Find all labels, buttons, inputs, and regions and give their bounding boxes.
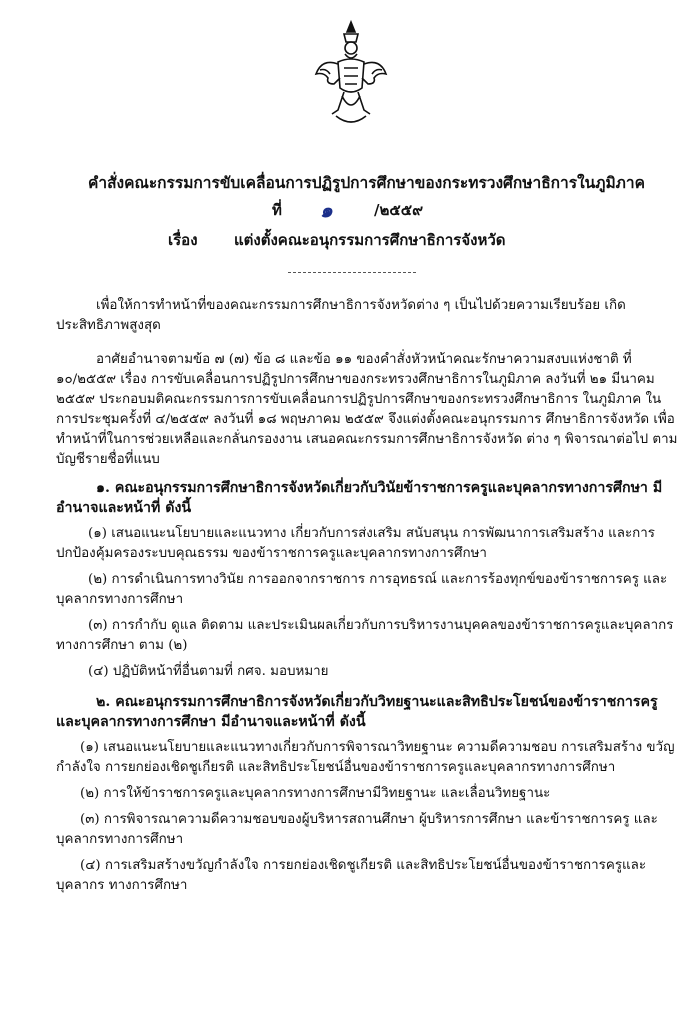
paragraph-purpose: เพื่อให้การทำหน้าที่ของคณะกรรมการศึกษาธิการจังหวัดต่าง ๆ เป็นไปด้วยความเรียบร้อย เกิดประสิทธิภาพสูงสุด xyxy=(56,298,626,333)
document-body xyxy=(56,296,682,896)
order-number-year: /๒๕๕๙ xyxy=(374,201,424,219)
subject-label: เรื่อง xyxy=(168,231,198,249)
paragraph-authority: อาศัยอำนาจตามข้อ ๗ (๗) ข้อ ๘ และข้อ ๑๑ ของคำสั่งหัวหน้าคณะรักษาความสงบแห่งชาติ ที่ ๑๐/๒๕๕๙ เรื่อง การขับเคลื่อนการปฏิรูปการศึกษาของกระทรวงศึกษาธิการในภูมิภาค ลงวันที่ ๒๑ มีนาคม ๒๕๕๙ ประกอบมติคณะกรรมการการขับเคลื่อนการปฏิรูปการศึกษาของกระทรวงศึกษาธิการ ในภูมิภาค ในการประชุมครั้งที่ ๔/๒๕๕๙ ลงวันที่ ๑๘ พฤษภาคม ๒๕๕๙ จึงแต่งตั้งคณะอนุกรรมการ ศึกษาธิการจังหวัด เพื่อทำหน้าที่ในการช่วยเหลือและกลั่นกรองงาน เสนอคณะกรรมการศึกษาธิการจังหวัด ต่าง ๆ พิจารณาต่อไป ตามบัญชีรายชื่อที่แนบ xyxy=(56,352,678,467)
section-2-heading: ๒. คณะอนุกรรมการศึกษาธิการจังหวัดเกี่ยวกับวิทยฐานะและสิทธิประโยชน์ของข้าราชการครู และบุคลากรทางการศึกษา มีอำนาจและหน้าที่ ดังนี้ xyxy=(56,694,658,730)
section-2-item-1: (๑) เสนอแนะนโยบายและแนวทางเกี่ยวกับการพิจารณาวิทยฐานะ ความดีความชอบ การเสริมสร้าง ขวัญกำลังใจ การยกย่องเชิดชูเกียรติ และสิทธิประโยชน์อื่นของข้าราชการครูและบุคลากรทางการศึกษา xyxy=(56,740,675,775)
section-2-item-3: (๓) การพิจารณาความดีความชอบของผู้บริหารสถานศึกษา ผู้บริหารการศึกษา และข้าราชการครู และบุคลากรทางการศึกษา xyxy=(56,812,658,847)
section-1-item-4: (๔) ปฏิบัติหน้าที่อื่นตามที่ กศจ. มอบหมาย xyxy=(88,664,329,679)
order-title: คำสั่งคณะกรรมการขับเคลื่อนการปฏิรูปการศึกษาของกระทรวงศึกษาธิการในภูมิภาค xyxy=(88,173,645,192)
subject-text: แต่งตั้งคณะอนุกรรมการศึกษาธิการจังหวัด xyxy=(234,231,506,249)
section-1-item-3: (๓) การกำกับ ดูแล ติดตาม และประเมินผลเกี่ยวกับการบริหารงานบุคคลของข้าราชการครูและบุคลากร ทางการศึกษา ตาม (๒) xyxy=(56,618,674,653)
header-divider xyxy=(288,272,416,273)
section-1-item-2: (๒) การดำเนินการทางวินัย การออกจากราชการ การอุทธรณ์ และการร้องทุกข์ของข้าราชการครู และบุคลากรทางการศึกษา xyxy=(56,572,668,607)
garuda-emblem-icon xyxy=(314,18,388,130)
order-number-label: ที่ xyxy=(272,201,282,219)
order-number-handwritten: ๑ xyxy=(320,198,333,222)
section-2-item-2: (๒) การให้ข้าราชการครูและบุคลากรทางการศึกษามีวิทยฐานะ และเลื่อนวิทยฐานะ xyxy=(80,786,551,801)
section-1-item-1: (๑) เสนอแนะนโยบายและแนวทาง เกี่ยวกับการส่งเสริม สนับสนุน การพัฒนาการเสริมสร้าง และการปกป้องคุ้มครองระบบคุณธรรม ของข้าราชการครูและบุคลากรทางการศึกษา xyxy=(56,526,655,561)
section-1-heading: ๑. คณะอนุกรรมการศึกษาธิการจังหวัดเกี่ยวกับวินัยข้าราชการครูและบุคลากรทางการศึกษา มีอำนาจและหน้าที่ ดังนี้ xyxy=(56,480,663,516)
section-2-item-4: (๔) การเสริมสร้างขวัญกำลังใจ การยกย่องเชิดชูเกียรติ และสิทธิประโยชน์อื่นของข้าราชการครูและบุคลากร ทางการศึกษา xyxy=(56,858,647,893)
